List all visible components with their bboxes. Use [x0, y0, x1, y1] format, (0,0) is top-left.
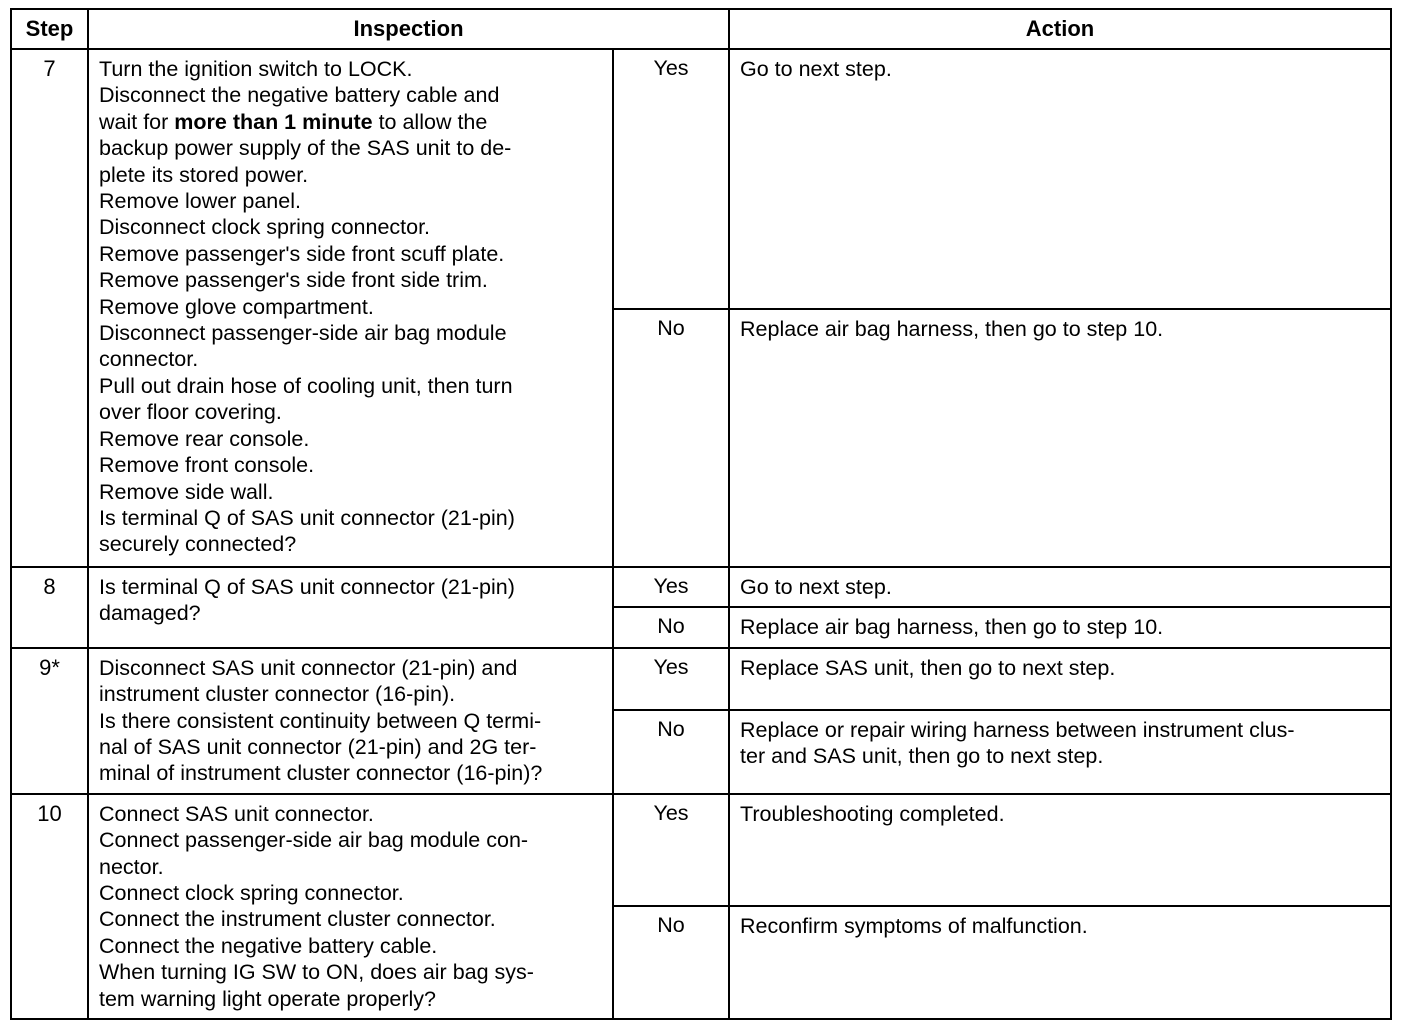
- no-label: No: [613, 710, 729, 794]
- inspection-line: Remove side wall.: [99, 479, 274, 504]
- inspection-cell: [88, 648, 613, 794]
- step-number: 9*: [11, 648, 88, 794]
- action-line: Replace or repair wiring harness between instrument clus-: [740, 718, 1295, 743]
- yes-action: Troubleshooting completed.: [729, 794, 1391, 907]
- inspection-line: Is terminal Q of SAS unit connector (21-pin): [99, 575, 515, 599]
- table-row: [11, 49, 1391, 309]
- inspection-line: plete its stored power.: [99, 162, 309, 187]
- inspection-line: Remove front console.: [99, 453, 315, 478]
- inspection-line: nector.: [99, 854, 164, 879]
- yes-label: Yes: [613, 648, 729, 710]
- inspection-line: Turn the ignition switch to LOCK.: [99, 57, 413, 81]
- inspection-line: Remove glove compartment.: [99, 294, 374, 319]
- no-action: Replace air bag harness, then go to step 10.: [729, 607, 1391, 647]
- inspection-line: wait for more than 1 minute to allow the: [99, 109, 488, 134]
- no-label: No: [613, 309, 729, 567]
- action-line: ter and SAS unit, then go to next step.: [740, 744, 1104, 769]
- no-label: No: [613, 607, 729, 647]
- inspection-line: Disconnect SAS unit connector (21-pin) and: [99, 655, 518, 680]
- troubleshooting-table: [10, 8, 1392, 1020]
- table-row: [11, 567, 1391, 607]
- step-number: 8: [11, 567, 88, 648]
- yes-action: Replace SAS unit, then go to next step.: [729, 648, 1391, 710]
- inspection-line: Connect clock spring connector.: [99, 881, 404, 906]
- inspection-line: over floor covering.: [99, 400, 282, 425]
- inspection-line: Connect the instrument cluster connector.: [99, 907, 496, 932]
- inspection-line: Connect passenger-side air bag module con-: [99, 828, 529, 853]
- no-action: Replace air bag harness, then go to step 10.: [729, 309, 1391, 567]
- inspection-line: securely connected?: [99, 532, 297, 557]
- yes-action: Go to next step.: [729, 49, 1391, 309]
- inspection-cell: [88, 794, 613, 1019]
- yes-label: Yes: [613, 49, 729, 309]
- emphasis-text: more than 1 minute: [174, 109, 373, 134]
- yes-label: Yes: [613, 794, 729, 907]
- inspection-line: When turning IG SW to ON, does air bag sys-: [99, 960, 534, 985]
- step-number: 10: [11, 794, 88, 1019]
- inspection-line: Disconnect the negative battery cable and: [99, 83, 500, 108]
- inspection-line: damaged?: [99, 601, 201, 626]
- inspection-line: Remove passenger's side front scuff plate.: [99, 241, 505, 266]
- header-step: Step: [11, 9, 88, 49]
- step-number: 7: [11, 49, 88, 567]
- inspection-line: Disconnect passenger-side air bag module: [99, 321, 507, 346]
- no-action: Reconfirm symptoms of malfunction.: [729, 906, 1391, 1019]
- inspection-line: connector.: [99, 347, 199, 372]
- inspection-line: Disconnect clock spring connector.: [99, 215, 431, 240]
- inspection-line: minal of instrument cluster connector (16-pin)?: [99, 761, 543, 786]
- inspection-line: nal of SAS unit connector (21-pin) and 2G ter-: [99, 735, 537, 760]
- table-row: [11, 794, 1391, 907]
- inspection-line: Pull out drain hose of cooling unit, then turn: [99, 373, 513, 398]
- header-inspection: Inspection: [88, 9, 729, 49]
- yes-label: Yes: [613, 567, 729, 607]
- inspection-line: Remove lower panel.: [99, 189, 301, 214]
- inspection-line: Remove passenger's side front side trim.: [99, 268, 488, 293]
- inspection-cell: [88, 567, 613, 648]
- no-label: No: [613, 906, 729, 1019]
- table-row: [11, 648, 1391, 710]
- inspection-line: backup power supply of the SAS unit to de-: [99, 136, 512, 161]
- no-action: [729, 710, 1391, 794]
- inspection-line: tem warning light operate properly?: [99, 986, 437, 1011]
- inspection-line: Connect SAS unit connector.: [99, 801, 374, 826]
- inspection-line: Connect the negative battery cable.: [99, 933, 438, 958]
- troubleshooting-table-wrapper: [10, 8, 1390, 1020]
- yes-action: Go to next step.: [729, 567, 1391, 607]
- inspection-line: Is there consistent continuity between Q termi-: [99, 708, 542, 733]
- inspection-line: Is terminal Q of SAS unit connector (21-pin): [99, 505, 515, 530]
- inspection-cell: [88, 49, 613, 567]
- header-row: [11, 9, 1391, 49]
- header-action: Action: [729, 9, 1391, 49]
- inspection-line: Remove rear console.: [99, 426, 310, 451]
- inspection-line: instrument cluster connector (16-pin).: [99, 682, 456, 707]
